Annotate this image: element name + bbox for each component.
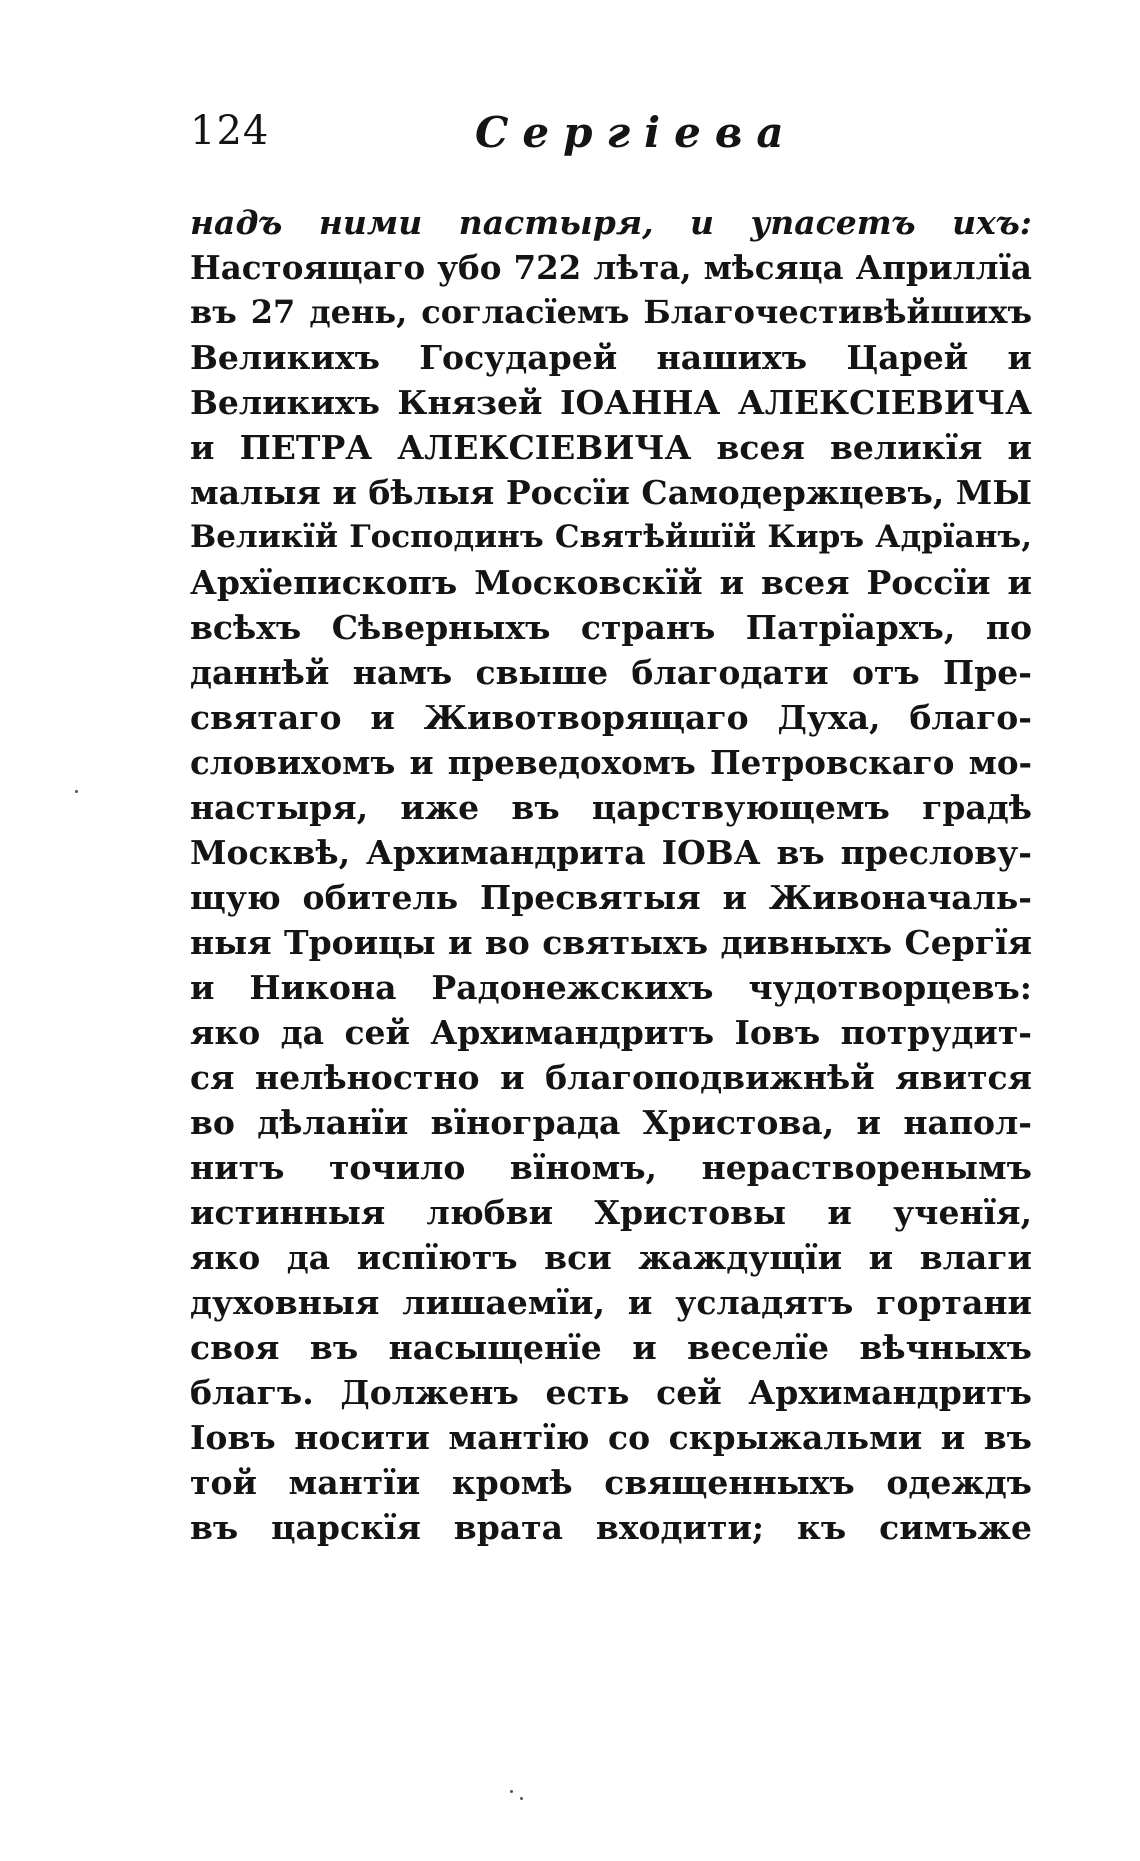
text-line: малыя и бѣлыя Россїи Самодержцевъ, МЫ (190, 473, 1032, 512)
page-number: 124 (190, 108, 270, 154)
text-line: всѣхъ Сѣверныхъ странъ Патрїархъ, по (190, 608, 1032, 647)
text-line: во дѣланїи вїнограда Христова, и напол- (190, 1103, 1032, 1142)
text-line: нитъ точило вїномъ, нерастворенымъ (190, 1148, 1032, 1187)
paper-speck (520, 1797, 523, 1800)
text-line: Великихъ Государей нашихъ Царей и (190, 338, 1032, 377)
paper-speck (75, 790, 78, 793)
text-line: ныя Троицы и во святыхъ дивныхъ Сергїя (190, 923, 1032, 962)
text-line: даннѣй намъ свыше благодати отъ Пре- (190, 653, 1032, 692)
body-text (190, 200, 1032, 1550)
text-line: Великихъ Князей ІОАННА АЛЕКСІЕВИЧА (190, 383, 1032, 422)
text-line: яко да сей Архимандритъ Іовъ потрудит- (190, 1013, 1032, 1052)
text-line: въ царскїя врата входити; къ симъже (190, 1508, 1032, 1547)
text-line: святаго и Животворящаго Духа, благо- (190, 698, 1032, 737)
page-header (190, 108, 1030, 168)
paper-speck (510, 1790, 513, 1793)
text-line: той мантїи кромѣ священныхъ одеждъ (190, 1463, 1032, 1502)
text-line: Іовъ носити мантїю со скрыжальми и въ (190, 1418, 1032, 1457)
text-line: Настоящаго убо 722 лѣта, мѣсяца Априллїа (190, 248, 1032, 287)
text-line: Архїепископъ Московскїй и всея Россїи и (190, 563, 1032, 602)
text-line: Москвѣ, Архимандрита ІОВА въ преслову- (190, 833, 1032, 872)
text-line: и Никона Радонежскихъ чудотворцевъ: (190, 968, 1032, 1007)
text-line: яко да испїютъ вси жаждущїи и влаги (190, 1238, 1032, 1277)
text-line: духовныя лишаемїи, и усладятъ гортани (190, 1283, 1032, 1322)
text-line: истинныя любви Христовы и ученїя, (190, 1193, 1032, 1232)
running-head: Сергіева (475, 108, 798, 157)
text-line: ся нелѣностно и благоподвижнѣй явится (190, 1058, 1032, 1097)
text-line: словихомъ и преведохомъ Петровскаго мо- (190, 743, 1032, 782)
text-line: въ 27 день, согласїемъ Благочестивѣйшихъ (190, 293, 1032, 331)
text-line: Великїй Господинъ Святѣйшїй Киръ Адрїанъ, (190, 519, 1032, 555)
text-line: своя въ насыщенїе и веселїе вѣчныхъ (190, 1328, 1032, 1367)
text-line: настыря, иже въ царствующемъ градѣ (190, 788, 1032, 827)
text-line: надъ ними пастыря, и упасетъ ихъ: (190, 203, 1032, 242)
text-line: щую обитель Пресвятыя и Живоначаль- (190, 878, 1032, 917)
text-line: и ПЕТРА АЛЕКСІЕВИЧА всея великїя и (190, 428, 1032, 467)
text-line: благъ. Долженъ есть сей Архимандритъ (190, 1373, 1032, 1412)
